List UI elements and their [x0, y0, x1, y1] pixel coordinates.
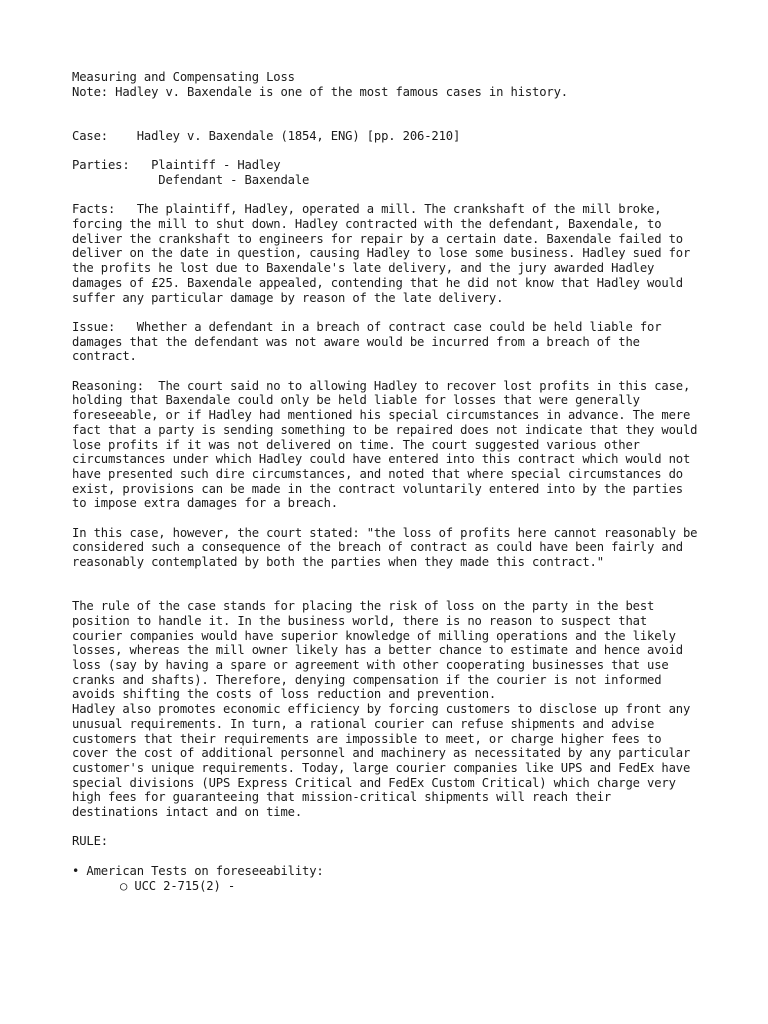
issue-paragraph [72, 320, 702, 364]
list-subitem-ucc: ○ UCC 2-715(2) - [120, 878, 235, 893]
issue-text: Whether a defendant in a breach of contract case could be held liable for damages that the defendant was not aware would be incurred from a breach of the contract. [72, 319, 662, 364]
issue-label: Issue: [72, 319, 116, 334]
list-item-american-tests: • American Tests on foreseeability: [72, 863, 324, 878]
case-value: Hadley v. Baxendale (1854, ENG) [pp. 206-210] [136, 128, 461, 143]
document-note: Note: Hadley v. Baxendale is one of the most famous cases in history. [72, 84, 568, 99]
case-label: Case: [72, 128, 108, 143]
document-title: Measuring and Compensating Loss [72, 70, 295, 84]
facts-label: Facts: [72, 202, 116, 217]
defendant-text: Defendant - Baxendale [158, 172, 310, 187]
parties-row [72, 158, 702, 173]
rule-heading: RULE: [72, 834, 108, 849]
defendant-row [72, 173, 702, 188]
facts-text: The plaintiff, Hadley, operated a mill. The crankshaft of the mill broke, forcing the mill to shut down. Hadley contracted with the defendant, Baxendale, to deliver the crankshaft to engineers for repair by a certain date. Baxendale failed to deliver on the date in question, causing Hadley to lose some business. Hadley sued for the profits he lost due to Baxendale's late delivery, and the jury awarded Hadley damages of £25. Baxendale appealed, contending that he did not know that Hadley would suffer any particular damage by reason of the late delivery. [72, 202, 691, 305]
quote-paragraph: In this case, however, the court stated: "the loss of profits here cannot reasonably be considered such a consequence of the breach of contract as could have been fairly and reasonably contemplated by both the parties when they made this contract." [72, 525, 698, 570]
reasoning-paragraph [72, 379, 702, 511]
efficiency-paragraph: Hadley also promotes economic efficiency by forcing customers to disclose up front any unusual requirements. In turn, a rational courier can refuse shipments and advise customers that their requirements are impossible to meet, or charge higher fees to cover the cost of additional personnel and machinery as necessitated by any particular customer's unique requirements. Today, large courier companies like UPS and FedEx have special divisions (UPS Express Critical and FedEx Custom Critical) which charge very high fees for guaranteeing that mission-critical shipments will reach their destinations intact and on time. [72, 702, 691, 820]
plaintiff-text: Plaintiff - Hadley [151, 158, 281, 173]
reasoning-label: Reasoning: [72, 378, 144, 393]
reasoning-text: The court said no to allowing Hadley to recover lost profits in this case, holding that Baxendale could only be held liable for losses that were generally foreseeable, or if Hadley had mentioned his special circumstances in advance. The mere fact that a party is sending something to be repaired does not indicate that they would lose profits if it was not delivered on time. The court suggested various other circumstances under which Hadley could have entered into this contract which would not have presented such dire circumstances, and noted that where special circumstances do exist, provisions can be made in the contract voluntarily entered into by the parties to impose extra damages for a breach. [72, 378, 698, 511]
case-row [72, 129, 702, 144]
document-page [72, 70, 702, 893]
parties-label: Parties: [72, 158, 130, 173]
facts-paragraph [72, 202, 702, 305]
rule-explanation-paragraph: The rule of the case stands for placing the risk of loss on the party in the best position to handle it. In the business world, there is no reason to suspect that courier companies would have superior knowledge of milling operations and the likely losses, whereas the mill owner likely has a better chance to estimate and hence avoid loss (say by having a spare or agreement with other cooperating businesses that use cranks and shafts). Therefore, denying compensation if the courier is not informed avoids shifting the costs of loss reduction and prevention. [72, 599, 683, 702]
